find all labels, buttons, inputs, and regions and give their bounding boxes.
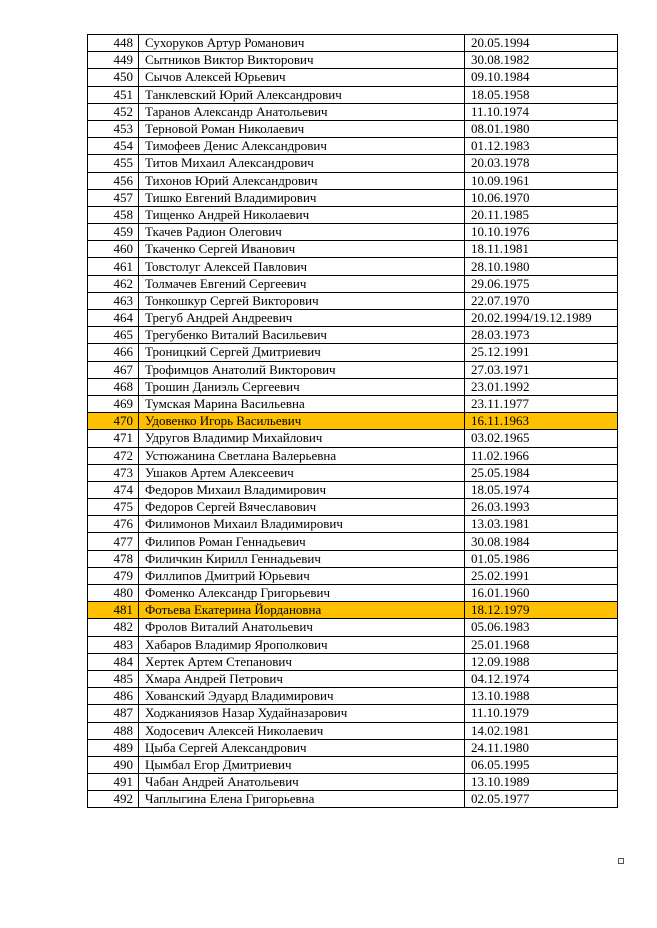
row-number: 486 xyxy=(88,688,139,705)
table-row xyxy=(88,585,618,602)
row-number: 475 xyxy=(88,499,139,516)
table-row xyxy=(88,172,618,189)
table-row xyxy=(88,756,618,773)
row-number: 468 xyxy=(88,378,139,395)
row-number: 487 xyxy=(88,705,139,722)
person-name: Филипов Роман Геннадьевич xyxy=(139,533,465,550)
person-name: Чаплыгина Елена Григорьевна xyxy=(139,791,465,808)
table-row xyxy=(88,395,618,412)
row-number: 453 xyxy=(88,120,139,137)
birth-date: 10.10.1976 xyxy=(465,224,618,241)
table-row xyxy=(88,241,618,258)
row-number: 452 xyxy=(88,103,139,120)
table-row xyxy=(88,327,618,344)
table-row xyxy=(88,688,618,705)
table-row xyxy=(88,430,618,447)
person-name: Фоменко Александр Григорьевич xyxy=(139,585,465,602)
table-row xyxy=(88,86,618,103)
person-list-table xyxy=(87,34,618,808)
person-name: Трошин Даниэль Сергеевич xyxy=(139,378,465,395)
table-row xyxy=(88,155,618,172)
person-name: Цымбал Егор Дмитриевич xyxy=(139,756,465,773)
birth-date: 01.12.1983 xyxy=(465,138,618,155)
table-row xyxy=(88,361,618,378)
table-row xyxy=(88,516,618,533)
birth-date: 09.10.1984 xyxy=(465,69,618,86)
birth-date: 30.08.1984 xyxy=(465,533,618,550)
birth-date: 20.05.1994 xyxy=(465,35,618,52)
table-row xyxy=(88,791,618,808)
person-name: Толмачев Евгений Сергеевич xyxy=(139,275,465,292)
person-name: Тонкошкур Сергей Викторович xyxy=(139,292,465,309)
table-row xyxy=(88,69,618,86)
birth-date: 22.07.1970 xyxy=(465,292,618,309)
person-name: Тимофеев Денис Александрович xyxy=(139,138,465,155)
table-row xyxy=(88,258,618,275)
row-number: 479 xyxy=(88,567,139,584)
row-number: 470 xyxy=(88,413,139,430)
person-name: Танклевский Юрий Александрович xyxy=(139,86,465,103)
table-row xyxy=(88,292,618,309)
table-row xyxy=(88,619,618,636)
table-row xyxy=(88,636,618,653)
row-number: 451 xyxy=(88,86,139,103)
person-name: Фролов Виталий Анатольевич xyxy=(139,619,465,636)
row-number: 460 xyxy=(88,241,139,258)
table-body xyxy=(88,35,618,808)
row-number: 473 xyxy=(88,464,139,481)
birth-date: 25.12.1991 xyxy=(465,344,618,361)
person-name: Чабан Андрей Анатольевич xyxy=(139,774,465,791)
table-row xyxy=(88,344,618,361)
row-number: 464 xyxy=(88,310,139,327)
table-row xyxy=(88,481,618,498)
row-number: 455 xyxy=(88,155,139,172)
person-name: Ходосевич Алексей Николаевич xyxy=(139,722,465,739)
birth-date: 04.12.1974 xyxy=(465,670,618,687)
person-name: Ткачев Радион Олегович xyxy=(139,224,465,241)
row-number: 462 xyxy=(88,275,139,292)
row-number: 467 xyxy=(88,361,139,378)
birth-date: 02.05.1977 xyxy=(465,791,618,808)
person-name: Тишко Евгений Владимирович xyxy=(139,189,465,206)
row-number: 482 xyxy=(88,619,139,636)
table-row xyxy=(88,550,618,567)
table-row xyxy=(88,722,618,739)
person-name: Терновой Роман Николаевич xyxy=(139,120,465,137)
table-row xyxy=(88,533,618,550)
birth-date: 25.05.1984 xyxy=(465,464,618,481)
birth-date: 25.02.1991 xyxy=(465,567,618,584)
person-name: Цыба Сергей Александрович xyxy=(139,739,465,756)
birth-date: 26.03.1993 xyxy=(465,499,618,516)
row-number: 454 xyxy=(88,138,139,155)
birth-date: 08.01.1980 xyxy=(465,120,618,137)
person-name: Ткаченко Сергей Иванович xyxy=(139,241,465,258)
row-number: 483 xyxy=(88,636,139,653)
table-row xyxy=(88,310,618,327)
person-name: Титов Михаил Александрович xyxy=(139,155,465,172)
birth-date: 18.05.1974 xyxy=(465,481,618,498)
birth-date: 10.09.1961 xyxy=(465,172,618,189)
birth-date: 28.10.1980 xyxy=(465,258,618,275)
table-row xyxy=(88,224,618,241)
birth-date: 10.06.1970 xyxy=(465,189,618,206)
person-name: Фотьева Екатерина Йордановна xyxy=(139,602,465,619)
person-name: Тумская Марина Васильевна xyxy=(139,395,465,412)
birth-date: 29.06.1975 xyxy=(465,275,618,292)
table-row xyxy=(88,447,618,464)
person-name: Трегубенко Виталий Васильевич xyxy=(139,327,465,344)
row-number: 448 xyxy=(88,35,139,52)
person-name: Ушаков Артем Алексеевич xyxy=(139,464,465,481)
person-name: Федоров Сергей Вячеславович xyxy=(139,499,465,516)
person-name: Ходжаниязов Назар Худайназарович xyxy=(139,705,465,722)
birth-date: 01.05.1986 xyxy=(465,550,618,567)
person-name: Тищенко Андрей Николаевич xyxy=(139,206,465,223)
person-name: Удругов Владимир Михайлович xyxy=(139,430,465,447)
birth-date: 20.11.1985 xyxy=(465,206,618,223)
person-name: Сытников Виктор Викторович xyxy=(139,52,465,69)
person-name: Филимонов Михаил Владимирович xyxy=(139,516,465,533)
table-row xyxy=(88,120,618,137)
row-number: 484 xyxy=(88,653,139,670)
person-name: Хмара Андрей Петрович xyxy=(139,670,465,687)
person-name: Хертек Артем Степанович xyxy=(139,653,465,670)
row-number: 474 xyxy=(88,481,139,498)
person-name: Хабаров Владимир Ярополкович xyxy=(139,636,465,653)
birth-date: 23.11.1977 xyxy=(465,395,618,412)
birth-date: 06.05.1995 xyxy=(465,756,618,773)
row-number: 489 xyxy=(88,739,139,756)
row-number: 450 xyxy=(88,69,139,86)
table-row xyxy=(88,567,618,584)
table-row xyxy=(88,653,618,670)
birth-date: 11.10.1979 xyxy=(465,705,618,722)
row-number: 461 xyxy=(88,258,139,275)
person-name: Устюжанина Светлана Валерьевна xyxy=(139,447,465,464)
row-number: 463 xyxy=(88,292,139,309)
table-row xyxy=(88,275,618,292)
person-name: Хованский Эдуард Владимирович xyxy=(139,688,465,705)
row-number: 480 xyxy=(88,585,139,602)
birth-date: 05.06.1983 xyxy=(465,619,618,636)
person-name: Трофимцов Анатолий Викторович xyxy=(139,361,465,378)
birth-date: 18.11.1981 xyxy=(465,241,618,258)
table-row xyxy=(88,739,618,756)
birth-date: 03.02.1965 xyxy=(465,430,618,447)
table-row xyxy=(88,499,618,516)
row-number: 449 xyxy=(88,52,139,69)
row-number: 478 xyxy=(88,550,139,567)
birth-date: 27.03.1971 xyxy=(465,361,618,378)
birth-date: 13.10.1989 xyxy=(465,774,618,791)
row-number: 476 xyxy=(88,516,139,533)
birth-date: 30.08.1982 xyxy=(465,52,618,69)
table-row xyxy=(88,670,618,687)
person-name: Филичкин Кирилл Геннадьевич xyxy=(139,550,465,567)
birth-date: 18.05.1958 xyxy=(465,86,618,103)
row-number: 456 xyxy=(88,172,139,189)
table-row xyxy=(88,378,618,395)
birth-date: 16.01.1960 xyxy=(465,585,618,602)
birth-date: 18.12.1979 xyxy=(465,602,618,619)
table-row xyxy=(88,705,618,722)
row-number: 458 xyxy=(88,206,139,223)
table-row xyxy=(88,103,618,120)
birth-date: 11.10.1974 xyxy=(465,103,618,120)
person-name: Удовенко Игорь Васильевич xyxy=(139,413,465,430)
table-row xyxy=(88,464,618,481)
row-number: 466 xyxy=(88,344,139,361)
birth-date: 14.02.1981 xyxy=(465,722,618,739)
row-number: 457 xyxy=(88,189,139,206)
person-name: Сухоруков Артур Романович xyxy=(139,35,465,52)
person-name: Товстолуг Алексей Павлович xyxy=(139,258,465,275)
row-number: 481 xyxy=(88,602,139,619)
person-name: Федоров Михаил Владимирович xyxy=(139,481,465,498)
table-row xyxy=(88,35,618,52)
row-number: 491 xyxy=(88,774,139,791)
birth-date: 20.03.1978 xyxy=(465,155,618,172)
person-name: Сычов Алексей Юрьевич xyxy=(139,69,465,86)
table-row xyxy=(88,206,618,223)
row-number: 465 xyxy=(88,327,139,344)
birth-date: 24.11.1980 xyxy=(465,739,618,756)
birth-date: 16.11.1963 xyxy=(465,413,618,430)
row-number: 472 xyxy=(88,447,139,464)
table-resize-handle[interactable] xyxy=(618,858,624,864)
table-row xyxy=(88,189,618,206)
row-number: 485 xyxy=(88,670,139,687)
person-name: Трегуб Андрей Андреевич xyxy=(139,310,465,327)
birth-date: 28.03.1973 xyxy=(465,327,618,344)
row-number: 471 xyxy=(88,430,139,447)
birth-date: 11.02.1966 xyxy=(465,447,618,464)
person-name: Таранов Александр Анатольевич xyxy=(139,103,465,120)
row-number: 492 xyxy=(88,791,139,808)
row-number: 469 xyxy=(88,395,139,412)
birth-date: 23.01.1992 xyxy=(465,378,618,395)
person-name: Троницкий Сергей Дмитриевич xyxy=(139,344,465,361)
row-number: 490 xyxy=(88,756,139,773)
person-name: Филлипов Дмитрий Юрьевич xyxy=(139,567,465,584)
birth-date: 25.01.1968 xyxy=(465,636,618,653)
row-number: 477 xyxy=(88,533,139,550)
row-number: 459 xyxy=(88,224,139,241)
birth-date: 13.03.1981 xyxy=(465,516,618,533)
table-row xyxy=(88,52,618,69)
birth-date: 12.09.1988 xyxy=(465,653,618,670)
row-number: 488 xyxy=(88,722,139,739)
person-name: Тихонов Юрий Александрович xyxy=(139,172,465,189)
birth-date: 20.02.1994/19.12.1989 xyxy=(465,310,618,327)
birth-date: 13.10.1988 xyxy=(465,688,618,705)
table-row xyxy=(88,774,618,791)
table-row xyxy=(88,602,618,619)
table-row xyxy=(88,138,618,155)
table-row xyxy=(88,413,618,430)
